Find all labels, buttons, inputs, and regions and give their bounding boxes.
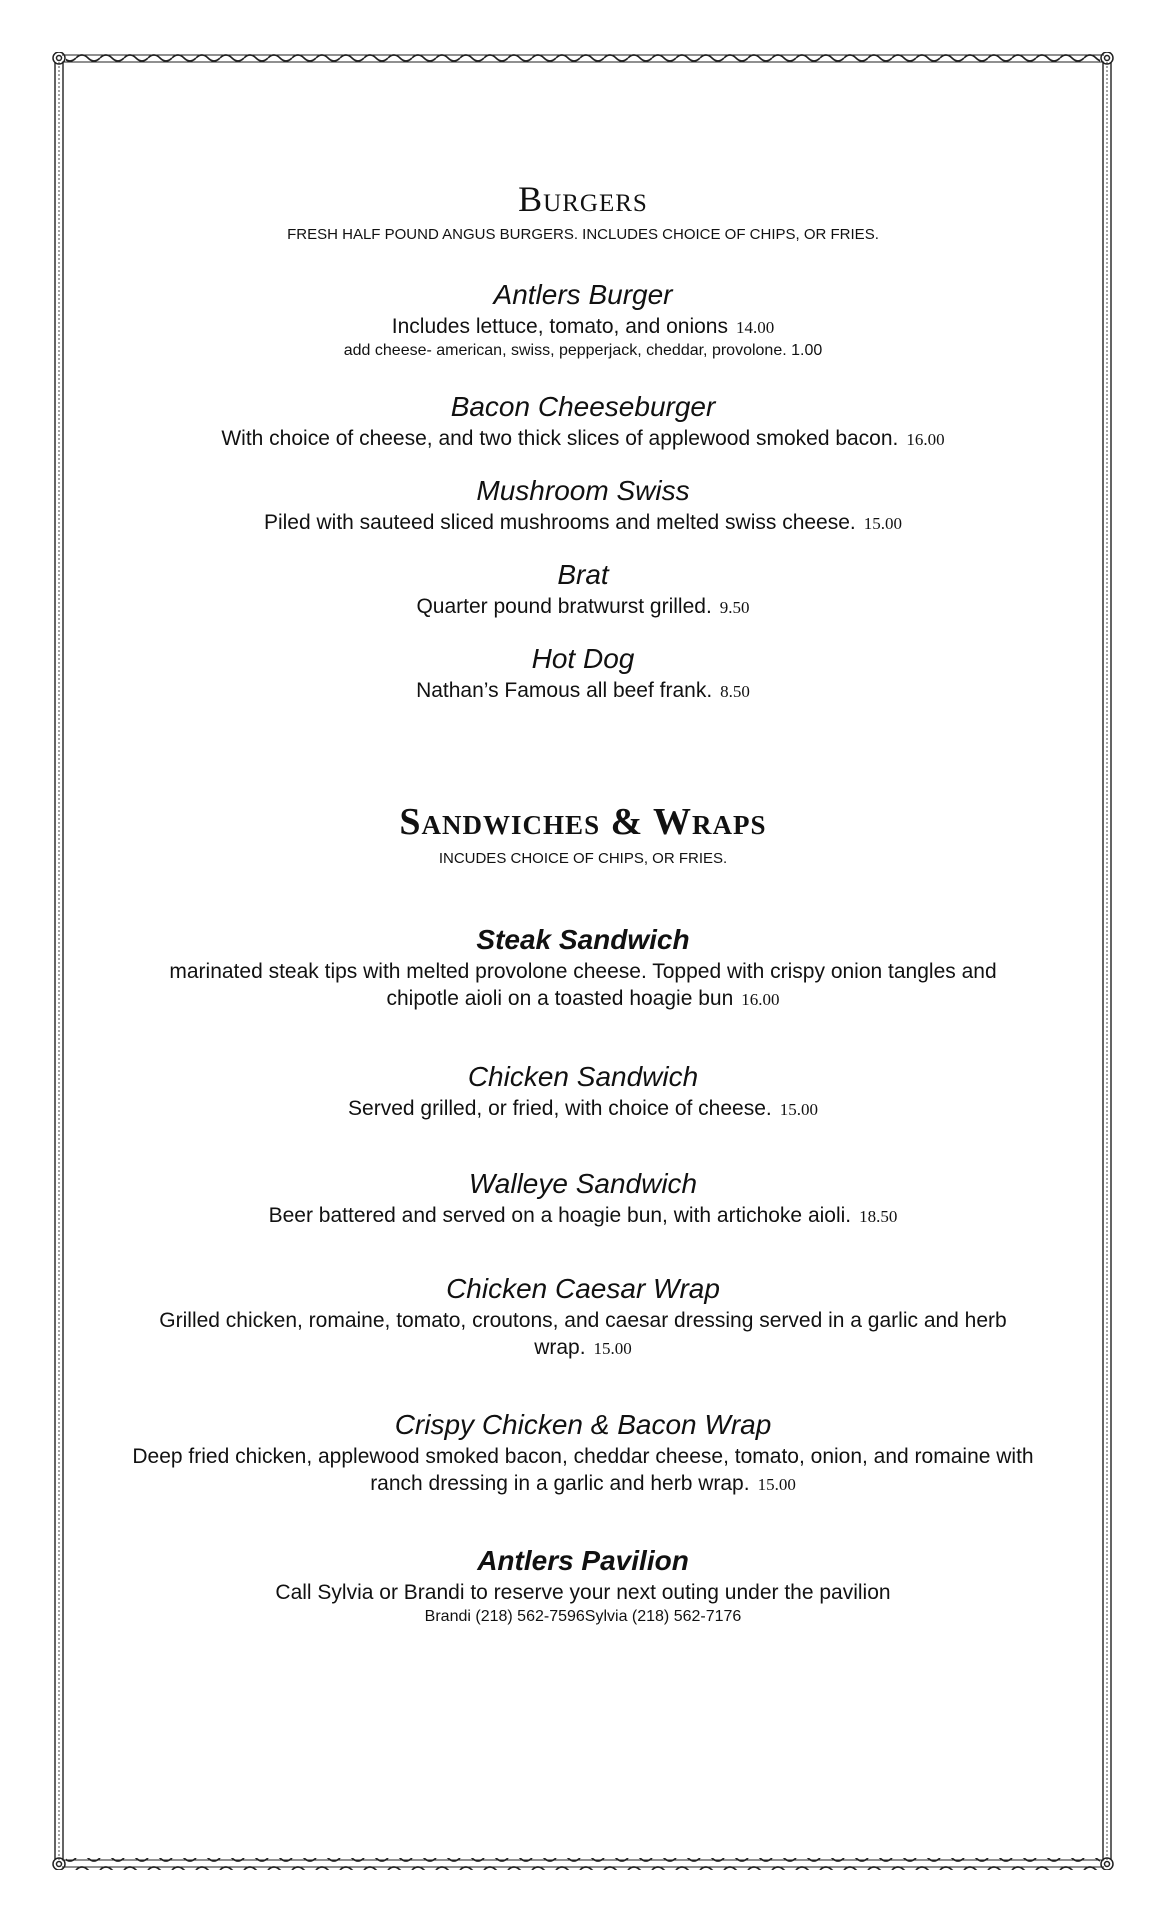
menu-item-mushroom-swiss	[70, 476, 1096, 536]
item-price: 15.00	[593, 1339, 632, 1359]
item-description-line1: marinated steak tips with melted provolone cheese. Topped with crispy onion tangles and	[169, 959, 997, 983]
sandwiches-section	[70, 800, 1096, 867]
menu-item-hot-dog	[70, 644, 1096, 704]
item-description: Served grilled, or fried, with choice of cheese.	[348, 1096, 772, 1120]
item-price: 16.00	[741, 990, 780, 1010]
item-description: Includes lettuce, tomato, and onions	[391, 314, 728, 338]
item-name: Antlers Pavilion	[477, 1545, 689, 1576]
item-price: 18.50	[859, 1206, 898, 1226]
item-description: Call Sylvia or Brandi to reserve your next outing under the pavilion	[275, 1580, 891, 1604]
item-price: 8.50	[720, 681, 750, 701]
item-description: Quarter pound bratwurst grilled.	[416, 594, 712, 618]
menu-item-antlers-burger	[70, 280, 1096, 360]
menu-item-steak-sandwich	[70, 925, 1096, 1012]
section-title-burgers: Burgers	[518, 179, 648, 219]
section-note-burgers: FRESH HALF POUND ANGUS BURGERS. INCLUDES CHOICE OF CHIPS, OR FRIES.	[287, 226, 879, 243]
item-description-line2: wrap.	[534, 1336, 586, 1360]
item-description: Nathan’s Famous all beef frank.	[416, 678, 713, 702]
item-name: Walleye Sandwich	[468, 1168, 698, 1199]
item-name: Steak Sandwich	[476, 924, 690, 955]
item-name: Chicken Caesar Wrap	[446, 1273, 720, 1304]
burgers-section	[70, 178, 1096, 243]
item-description: With choice of cheese, and two thick slices of applewood smoked bacon.	[221, 426, 899, 450]
item-price: 16.00	[906, 429, 945, 449]
item-price: 9.50	[719, 597, 750, 617]
item-name: Hot Dog	[531, 643, 635, 674]
item-name: Chicken Sandwich	[467, 1061, 699, 1092]
item-name: Mushroom Swiss	[476, 475, 690, 506]
menu-item-bacon-cheeseburger	[70, 392, 1096, 452]
item-description-line1: Deep fried chicken, applewood smoked bacon, cheddar cheese, tomato, onion, and romaine with	[132, 1444, 1034, 1468]
item-description: Piled with sauteed sliced mushrooms and melted swiss cheese.	[263, 510, 856, 534]
item-name: Antlers Burger	[493, 279, 673, 310]
menu-item-antlers-pavilion	[70, 1546, 1096, 1626]
item-name: Bacon Cheeseburger	[450, 391, 716, 422]
pavilion-contact-phones: Brandi (218) 562-7596Sylvia (218) 562-7176	[424, 1608, 742, 1626]
item-description-line2: ranch dressing in a garlic and herb wrap.	[370, 1472, 750, 1496]
item-name: Brat	[557, 559, 609, 590]
item-price: 15.00	[757, 1475, 796, 1495]
menu-item-chicken-caesar-wrap	[70, 1274, 1096, 1361]
item-description: Beer battered and served on a hoagie bun, with artichoke aioli.	[268, 1203, 852, 1227]
item-addon: add cheese- american, swiss, pepperjack, cheddar, provolone. 1.00	[343, 342, 823, 360]
item-price: 15.00	[779, 1099, 818, 1119]
menu-item-chicken-sandwich	[70, 1062, 1096, 1122]
item-name: Crispy Chicken & Bacon Wrap	[394, 1409, 772, 1440]
section-title-sandwiches: Sandwiches & Wraps	[399, 801, 767, 843]
menu-item-crispy-chicken-bacon-wrap	[70, 1410, 1096, 1497]
item-price: 15.00	[863, 513, 903, 533]
menu-item-walleye-sandwich	[70, 1169, 1096, 1229]
item-description-line1: Grilled chicken, romaine, tomato, croutons, and caesar dressing served in a garlic and herb	[159, 1308, 1007, 1332]
section-note-sandwiches: INCUDES CHOICE OF CHIPS, OR FRIES.	[438, 850, 728, 867]
item-price: 14.00	[735, 317, 775, 337]
item-description-line2: chipotle aioli on a toasted hoagie bun	[386, 987, 734, 1011]
menu-item-brat	[70, 560, 1096, 620]
